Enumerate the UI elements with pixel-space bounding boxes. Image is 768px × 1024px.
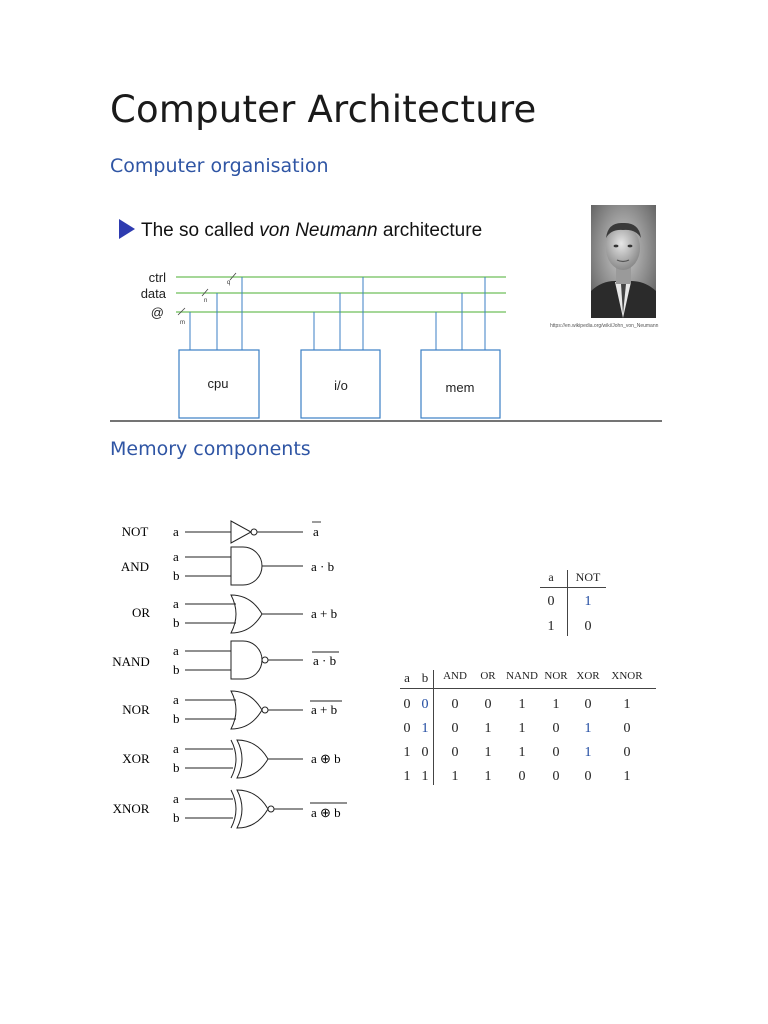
truth-table-header: b [421, 670, 429, 685]
system-buses [176, 277, 506, 312]
truth-table-cell: 1 [552, 697, 560, 712]
truth-table-cell: 1 [403, 769, 411, 784]
truth-table-cell: 1 [584, 721, 592, 736]
ctrl-bus-width: q [227, 280, 231, 286]
gate-input: a [173, 524, 179, 539]
truth-table-cell: 0 [584, 769, 592, 784]
truth-table-cell: 0 [623, 721, 631, 736]
gate-input: b [173, 615, 180, 630]
truth-table-cell: 1 [623, 697, 631, 712]
truth-table-cell: 0 [623, 745, 631, 760]
not-table-header: NOT [575, 570, 601, 584]
arrow-bullet-icon [119, 219, 135, 239]
truth-table-cell: 1 [421, 769, 429, 784]
truth-table-header: XNOR [611, 670, 643, 682]
truth-table-cell: 0 [584, 697, 592, 712]
truth-table-cell: 0 [451, 721, 459, 736]
section-heading-memory: Memory components [110, 438, 311, 460]
truth-table-header: XOR [576, 670, 600, 682]
data-bus-width: n [204, 298, 208, 304]
not-table-header: a [548, 570, 554, 584]
gate-output-or: a + b [311, 606, 338, 621]
truth-table-header: a [404, 670, 410, 685]
truth-table-cell: 1 [518, 697, 526, 712]
not-table-cell: 1 [584, 594, 592, 609]
truth-table-header: NOR [544, 670, 568, 682]
gate-input: a [173, 549, 179, 564]
truth-table-header: OR [480, 670, 496, 682]
gate-output-not: a [313, 524, 319, 539]
truth-table-header: NAND [506, 670, 538, 682]
truth-table-cell: 0 [518, 769, 526, 784]
truth-table-cell: 0 [451, 745, 459, 760]
truth-table-cell: 0 [552, 721, 560, 736]
gate-name-nor: NOR [122, 702, 150, 717]
gate-input: a [173, 596, 179, 611]
gate-input: a [173, 643, 179, 658]
gate-input: b [173, 568, 180, 583]
cpu-label: cpu [207, 376, 229, 391]
gate-name-xor: XOR [122, 751, 150, 766]
portrait-photo [591, 205, 656, 318]
not-table-cell: 0 [547, 594, 555, 609]
truth-table-cell: 1 [518, 745, 526, 760]
gate-output-nand: a · b [313, 653, 337, 668]
gate-input: b [173, 810, 180, 825]
gate-input: a [173, 741, 179, 756]
logic-gates-figure [105, 515, 365, 835]
gate-output-nor: a + b [311, 702, 338, 717]
gate-output-and: a · b [311, 559, 335, 574]
truth-table-cell: 0 [403, 697, 411, 712]
gate-input: b [173, 662, 180, 677]
gate-name-nand: NAND [112, 654, 150, 669]
truth-table-cell: 1 [451, 769, 459, 784]
page-title: Computer Architecture [110, 88, 537, 131]
gate-input: a [173, 692, 179, 707]
bus-label-address: @ [150, 305, 164, 320]
truth-table-cell: 1 [484, 721, 492, 736]
von-neumann-figure [110, 196, 662, 424]
von-neumann-heading: The so called von Neumann architecture [141, 220, 483, 241]
photo-caption: https://en.wikipedia.org/wiki/John_von_Neumann [550, 323, 659, 329]
section-heading-organisation: Computer organisation [110, 155, 329, 177]
gate-output-xor: a ⊕ b [311, 751, 341, 766]
gates-truth-table [400, 670, 656, 785]
truth-table-cell: 1 [484, 745, 492, 760]
gate-name-or: OR [131, 605, 151, 620]
mem-label: mem [445, 380, 475, 395]
truth-table-cell: 0 [451, 697, 459, 712]
truth-table-cell: 1 [518, 721, 526, 736]
truth-table-cell: 0 [484, 697, 492, 712]
gate-input: b [173, 760, 180, 775]
not-table-cell: 1 [547, 619, 555, 634]
von-neumann-diagram [110, 196, 662, 424]
gate-input: b [173, 711, 180, 726]
truth-table-cell: 1 [623, 769, 631, 784]
truth-table-cell: 0 [421, 745, 429, 760]
truth-table-cell: 0 [552, 769, 560, 784]
truth-table-cell: 1 [484, 769, 492, 784]
not-table-cell: 0 [584, 619, 592, 634]
address-bus-width: m [180, 320, 185, 326]
truth-table-cell: 0 [421, 697, 429, 712]
gate-name-and: AND [120, 559, 150, 574]
bus-label-data: data [140, 286, 166, 301]
io-label: i/o [334, 378, 348, 393]
truth-table-cell: 1 [584, 745, 592, 760]
gate-name-not: NOT [121, 524, 149, 539]
truth-table-header: AND [443, 670, 467, 682]
gate-input: a [173, 791, 179, 806]
truth-table-cell: 1 [421, 721, 429, 736]
truth-table-cell: 0 [403, 721, 411, 736]
bus-connections [190, 277, 485, 350]
truth-table-cell: 1 [403, 745, 411, 760]
not-truth-table [540, 570, 612, 636]
truth-table-cell: 0 [552, 745, 560, 760]
gate-name-xnor: XNOR [112, 801, 150, 816]
gate-output-xnor: a ⊕ b [311, 805, 341, 820]
bus-label-ctrl: ctrl [148, 270, 166, 285]
